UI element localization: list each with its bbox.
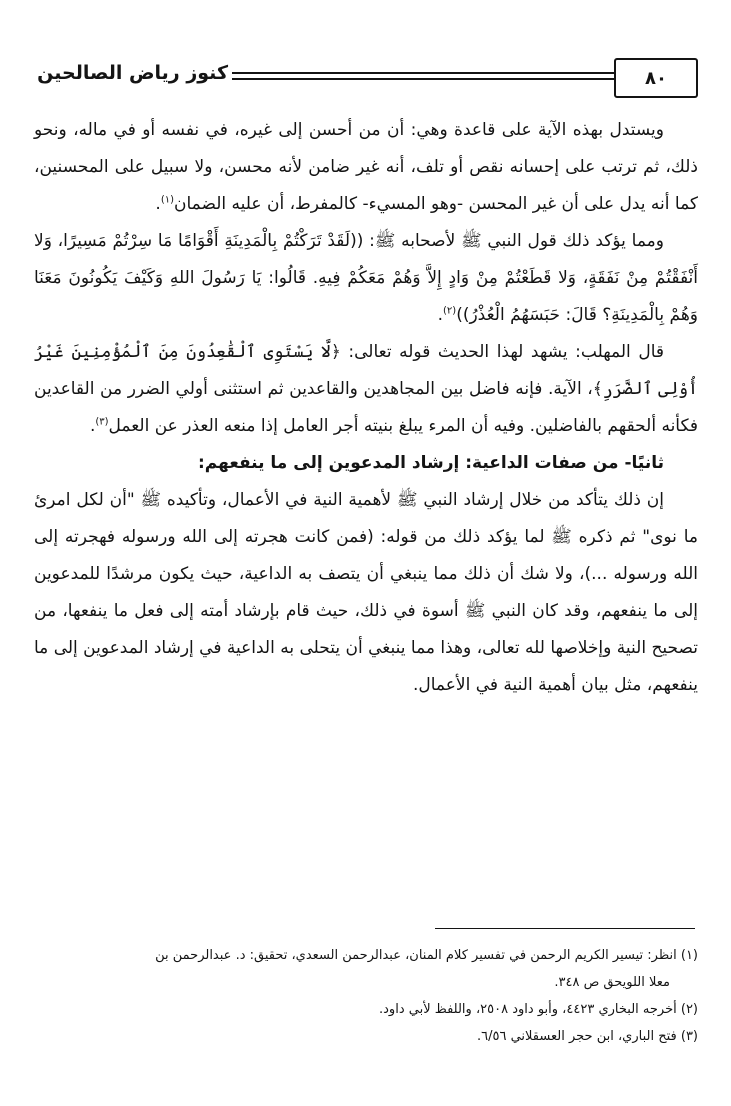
footnote-1-continued: معلا اللويحق ص ٣٤٨.	[554, 975, 670, 990]
footnotes	[34, 942, 698, 1050]
paragraph-text: ومما يؤكد ذلك قول النبي ﷺ لأصحابه ﷺ: ((لَقَدْ تَرَكْتُمْ بِالْمَدِينَةِ أَقْوَامًا مَا سِرْتُمْ مَسِيرًا، وَلا أَنْفَقْتُمْ مِنْ نَفَقَةٍ، وَلا قَطَعْتُمْ مِنْ وَادٍ إِلاَّ وَهُمْ مَعَكُمْ فِيهِ. قَالُوا: يَا رَسُولَ اللهِ وَكَيْفَ يَكُونُونَ مَعَنَا وَهُمْ بِالْمَدِينَةِ؟ قَالَ: حَبَسَهُمُ الْعُذْرُ))	[34, 231, 698, 325]
paragraph-text: ويستدل بهذه الآية على قاعدة وهي: أن من أحسن إلى غيره، في نفسه أو في ماله، ونحو ذلك، ثم ترتب على إحسانه نقص أو تلف، أنه غير ضامن لأنه محسن، ولا سبيل على المحسنين، كما أنه يدل على أن غير المحسن -وهو المسيء- كالمفرط، أن عليه الضمان	[34, 120, 698, 214]
paragraph-muhallab: قال المهلب: يشهد لهذا الحديث قوله تعالى: ﴿لَّا يَسْتَوِى ٱلْقَٰعِدُونَ مِنَ ٱلْمُؤْمِنِينَ غَيْرُ أُوْلِى ٱلضَّرَرِ﴾، الآية. فإنه فاضل بين المجاهدين والقاعدين ثم استثنى أولي الضرر من القاعدين فكأنه ألحقهم بالفاضلين. وفيه أن المرء يبلغ بنيته أجر العامل إذا منعه العذر عن العمل$^{(٣)}$.	[34, 342, 699, 436]
section-heading: ثانيًا- من صفات الداعية: إرشاد المدعوين إلى ما ينفعهم:	[198, 453, 664, 473]
page-header	[32, 58, 698, 98]
book-title: كنوز رياض الصالحين	[37, 62, 228, 84]
paragraph-intention: إن ذلك يتأكد من خلال إرشاد النبي ﷺ لأهمية النية في الأعمال، وتأكيده ﷺ "أن لكل امرئ ما نوى" ثم ذكره ﷺ لما يؤكد ذلك من قوله: (فمن كانت هجرته إلى الله ورسوله فهجرته إلى الله ورسوله ...)، ولا شك أن ذلك مما ينبغي أن يتصف به الداعية، حيث يكون مرشدًا للمدعوين إلى ما ينفعهم، وقد كان النبي ﷺ أسوة في ذلك، حيث قام بإرشاد أمته إلى فعل ما ينفعها، من تصحيح النية وإخلاصها لله تعالى، وهذا مما ينبغي أن يتحلى به الداعية في إرشاد المدعوين إلى ما ينفعهم، مثل بيان أهمية النية في الأعمال.	[34, 490, 698, 695]
paragraph-text: ، الآية. فإنه فاضل بين المجاهدين والقاعدين ثم استثنى أولي الضرر من القاعدين فكأنه ألحقهم بالفاضلين. وفيه أن المرء يبلغ بنيته أجر العامل إذا منعه العذر عن العمل	[34, 379, 698, 436]
page-number-box	[614, 58, 698, 98]
page-body	[34, 112, 698, 704]
paragraph-hadith: ومما يؤكد ذلك قول النبي ﷺ لأصحابه ﷺ: ((لَقَدْ تَرَكْتُمْ بِالْمَدِينَةِ أَقْوَامًا مَا سِرْتُمْ مَسِيرًا، وَلا أَنْفَقْتُمْ مِنْ نَفَقَةٍ، وَلا قَطَعْتُمْ مِنْ وَادٍ إِلاَّ وَهُمْ مَعَكُمْ فِيهِ. قَالُوا: يَا رَسُولَ اللهِ وَكَيْفَ يَكُونُونَ مَعَنَا وَهُمْ بِالْمَدِينَةِ؟ قَالَ: حَبَسَهُمُ الْعُذْرُ))$^{(٢)}$.	[34, 231, 698, 325]
footnote-2: (٢) أخرجه البخاري ٤٤٢٣، وأبو داود ٢٥٠٨، واللفظ لأبي داود.	[379, 1002, 698, 1017]
page-number: ٨٠	[645, 67, 667, 89]
header-double-rule	[232, 72, 614, 80]
footnote-ref-1: (١)	[160, 194, 174, 206]
footnote-1: (١) انظر: تيسير الكريم الرحمن في تفسير كلام المنان، عبدالرحمن السعدي، تحقيق: د. عبدالرحمن بن	[155, 948, 698, 963]
footnote-divider	[435, 928, 695, 929]
paragraph-text: قال المهلب: يشهد لهذا الحديث قوله تعالى:	[348, 342, 664, 362]
footnote-3: (٣) فتح الباري، ابن حجر العسقلاني ٦/٥٦.	[477, 1029, 698, 1044]
paragraph-verse-rule: ويستدل بهذه الآية على قاعدة وهي: أن من أحسن إلى غيره، في نفسه أو في ماله، ونحو ذلك، ثم ترتب على إحسانه نقص أو تلف، أنه غير ضامن لأنه محسن، ولا سبيل على المحسنين، كما أنه يدل على أن غير المحسن -وهو المسيء- كالمفرط، أن عليه الضمان$^{(١)}$.	[34, 120, 698, 214]
footnote-ref-3: (٣)	[95, 416, 109, 428]
footnote-ref-2: (٢)	[443, 305, 457, 317]
quran-verse: ﴿لَّا يَسْتَوِى ٱلْقَٰعِدُونَ مِنَ ٱلْمُؤْمِنِينَ غَيْرُ أُوْلِى ٱلضَّرَرِ﴾	[34, 342, 699, 399]
